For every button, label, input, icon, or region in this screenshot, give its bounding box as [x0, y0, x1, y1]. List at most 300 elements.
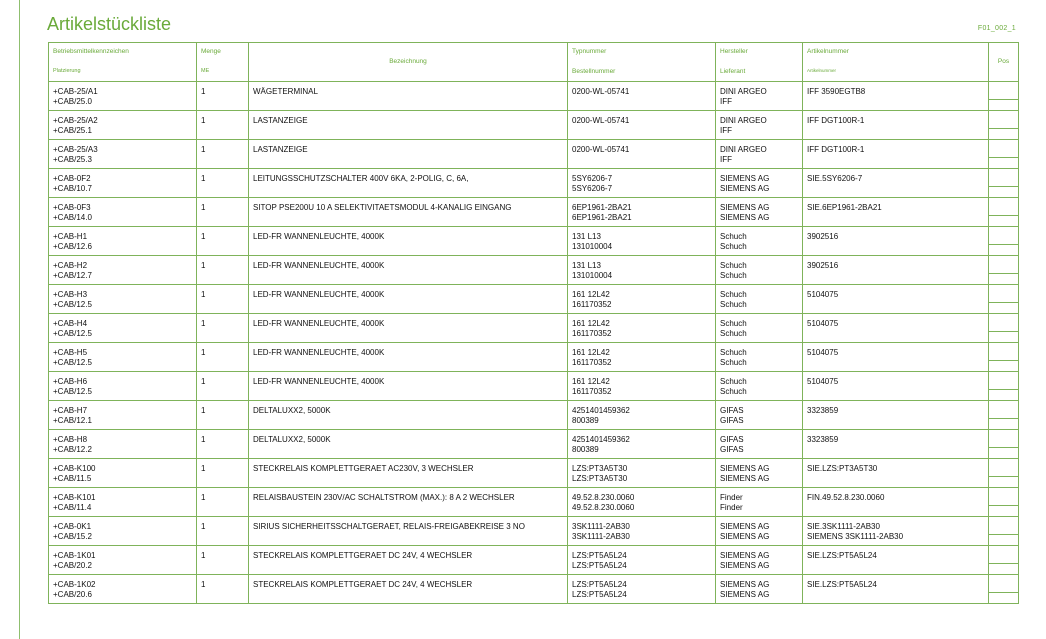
cell-line: 1: [201, 377, 206, 386]
cell-content: [716, 256, 802, 281]
pos-box: [989, 285, 1018, 303]
cell-line: +CAB-0K1: [53, 522, 92, 531]
table-row: [49, 198, 1019, 227]
cell-line: 4251401459362: [572, 435, 630, 444]
cell-content: [568, 140, 715, 165]
pos-box: [989, 372, 1018, 390]
cell-line: +CAB/12.5: [53, 300, 92, 309]
cell-hersteller: [716, 227, 803, 256]
cell-line: 5SY6206-7: [572, 184, 613, 193]
cell-line: [807, 416, 984, 426]
cell-content: [803, 285, 988, 310]
cell-content: [249, 227, 567, 242]
cell-content: [716, 285, 802, 310]
cell-line: 1: [201, 116, 206, 125]
cell-content: [197, 314, 248, 329]
cell-line: +CAB/11.4: [53, 503, 92, 512]
cell-bmk: [49, 314, 197, 343]
cell-line: +CAB-25/A1: [53, 87, 98, 96]
cell-line: SIEMENS AG: [720, 590, 770, 599]
cell-line: Schuch: [720, 290, 747, 299]
cell-line: 1: [201, 87, 206, 96]
cell-artikelnummer: [803, 372, 989, 401]
cell-content: [49, 372, 196, 397]
cell-line: +CAB/20.6: [53, 590, 92, 599]
cell-line: 131 L13: [572, 261, 601, 270]
cell-pos: [989, 227, 1019, 256]
cell-line: 1: [201, 551, 206, 560]
cell-line: [807, 213, 984, 223]
cell-hersteller: [716, 82, 803, 111]
cell-line: 1: [201, 319, 206, 328]
pos-box: [989, 169, 1018, 187]
cell-content: [803, 314, 988, 339]
cell-pos: [989, 517, 1019, 546]
cell-line: +CAB/12.5: [53, 358, 92, 367]
cell-line: +CAB/12.2: [53, 445, 92, 454]
cell-line: LED-FR WANNENLEUCHTE, 4000K: [253, 377, 385, 386]
cell-line: +CAB-0F2: [53, 174, 91, 183]
cell-content: [249, 372, 567, 387]
cell-line: 800389: [572, 416, 599, 425]
cell-typnummer: [568, 169, 716, 198]
cell-content: [49, 256, 196, 281]
table-row: [49, 256, 1019, 285]
cell-typnummer: [568, 517, 716, 546]
cell-content: [49, 430, 196, 455]
cell-menge: [197, 546, 249, 575]
cell-bmk: [49, 256, 197, 285]
pos-box: [989, 256, 1018, 274]
cell-line: +CAB-H8: [53, 435, 88, 444]
cell-content: [197, 82, 248, 97]
pos-box: [989, 111, 1018, 129]
cell-typnummer: [568, 82, 716, 111]
cell-pos: [989, 575, 1019, 604]
cell-line: DINI ARGEO: [720, 116, 767, 125]
cell-content: [249, 111, 567, 126]
cell-pos: [989, 372, 1019, 401]
cell-artikelnummer: [803, 430, 989, 459]
cell-line: [572, 155, 711, 165]
cell-content: [197, 401, 248, 416]
header-label: Artikelnummer: [807, 48, 849, 55]
cell-content: [249, 488, 567, 503]
cell-artikelnummer: [803, 227, 989, 256]
page-code: F01_002_1: [977, 25, 1016, 32]
pos-box: [989, 459, 1018, 477]
cell-line: 161 12L42: [572, 319, 610, 328]
cell-bmk: [49, 285, 197, 314]
cell-content: [716, 488, 802, 513]
cell-typnummer: [568, 256, 716, 285]
cell-artikelnummer: [803, 488, 989, 517]
cell-artikelnummer: [803, 111, 989, 140]
cell-content: [803, 575, 988, 600]
cell-line: +CAB/15.2: [53, 532, 92, 541]
cell-line: +CAB-0F3: [53, 203, 91, 212]
cell-content: [197, 575, 248, 590]
cell-bmk: [49, 372, 197, 401]
cell-content: [803, 372, 988, 397]
cell-content: [197, 546, 248, 561]
cell-content: [568, 401, 715, 426]
cell-content: [249, 198, 567, 213]
cell-line: SIE.3SK1111-2AB30: [807, 522, 880, 531]
cell-line: [807, 561, 984, 571]
cell-line: SIEMENS AG: [720, 184, 770, 193]
cell-line: +CAB/12.6: [53, 242, 92, 251]
cell-line: +CAB-1K02: [53, 580, 96, 589]
cell-content: [568, 459, 715, 484]
cell-line: Schuch: [720, 261, 747, 270]
cell-content: [716, 343, 802, 368]
header-sublabel: ME: [201, 68, 210, 74]
cell-pos: [989, 401, 1019, 430]
cell-content: [49, 111, 196, 136]
cell-line: 161170352: [572, 387, 612, 396]
cell-menge: [197, 140, 249, 169]
cell-content: [249, 517, 567, 532]
cell-line: 3902516: [807, 232, 839, 241]
cell-content: [803, 546, 988, 571]
cell-content: [568, 285, 715, 310]
table-row: [49, 488, 1019, 517]
cell-artikelnummer: [803, 401, 989, 430]
pos-box: [989, 198, 1018, 216]
cell-line: IFF DGT100R-1: [807, 145, 865, 154]
cell-menge: [197, 575, 249, 604]
cell-menge: [197, 198, 249, 227]
pos-box: [989, 227, 1018, 245]
cell-bezeichnung: [249, 343, 568, 372]
cell-content: [568, 546, 715, 571]
cell-content: [716, 198, 802, 223]
cell-line: [807, 242, 984, 252]
cell-bmk: [49, 546, 197, 575]
cell-hersteller: [716, 430, 803, 459]
cell-pos: [989, 82, 1019, 111]
cell-line: [807, 590, 984, 600]
cell-line: 6EP1961-2BA21: [572, 213, 632, 222]
cell-line: 1: [201, 435, 206, 444]
table-row: [49, 140, 1019, 169]
cell-line: +CAB-25/A2: [53, 116, 98, 125]
cell-line: IFF: [720, 126, 732, 135]
cell-line: +CAB/12.1: [53, 416, 92, 425]
cell-artikelnummer: [803, 314, 989, 343]
col-header-menge: [197, 43, 249, 82]
cell-line: STECKRELAIS KOMPLETTGERAET DC 24V, 4 WECHSLER: [253, 551, 473, 560]
cell-hersteller: [716, 314, 803, 343]
cell-line: SIEMENS AG: [720, 464, 770, 473]
cell-line: [807, 445, 984, 455]
cell-line: 1: [201, 522, 206, 531]
pos-box: [989, 517, 1018, 535]
cell-content: [249, 140, 567, 155]
cell-line: 5104075: [807, 348, 839, 357]
cell-content: [716, 517, 802, 542]
cell-line: GIFAS: [720, 406, 744, 415]
cell-content: [568, 343, 715, 368]
cell-bezeichnung: [249, 517, 568, 546]
cell-line: 1: [201, 348, 206, 357]
col-header-typnummer: [568, 43, 716, 82]
cell-line: SIE.LZS:PT3A5T30: [807, 464, 878, 473]
cell-content: [49, 488, 196, 513]
cell-content: [197, 198, 248, 213]
cell-pos: [989, 169, 1019, 198]
pos-box: [989, 401, 1018, 419]
cell-line: +CAB/25.1: [53, 126, 92, 135]
header-sublabel: Artikelnummer: [807, 68, 837, 73]
cell-content: [197, 169, 248, 184]
header-label: Hersteller: [720, 48, 748, 55]
cell-line: [572, 126, 711, 136]
cell-hersteller: [716, 111, 803, 140]
cell-content: [249, 575, 567, 590]
cell-line: 1: [201, 493, 206, 502]
cell-typnummer: [568, 430, 716, 459]
cell-artikelnummer: [803, 343, 989, 372]
cell-menge: [197, 111, 249, 140]
cell-content: [197, 488, 248, 503]
cell-content: [803, 517, 988, 542]
cell-bezeichnung: [249, 82, 568, 111]
cell-content: [197, 256, 248, 271]
cell-artikelnummer: [803, 169, 989, 198]
header-row: [49, 43, 1019, 82]
cell-content: [716, 169, 802, 194]
cell-content: [49, 459, 196, 484]
cell-line: SIEMENS AG: [720, 474, 770, 483]
cell-hersteller: [716, 169, 803, 198]
header-sublabel: Platzierung: [53, 68, 81, 74]
cell-bmk: [49, 111, 197, 140]
cell-content: [249, 82, 567, 97]
cell-typnummer: [568, 459, 716, 488]
cell-content: [197, 140, 248, 155]
cell-line: 1: [201, 406, 206, 415]
cell-bezeichnung: [249, 430, 568, 459]
cell-line: SIE.LZS:PT5A5L24: [807, 551, 877, 560]
cell-content: [716, 140, 802, 165]
cell-content: [249, 401, 567, 416]
cell-content: [249, 285, 567, 300]
cell-pos: [989, 459, 1019, 488]
cell-typnummer: [568, 343, 716, 372]
cell-content: [716, 401, 802, 426]
cell-line: GIFAS: [720, 445, 744, 454]
table-row: [49, 343, 1019, 372]
cell-line: 3323859: [807, 435, 839, 444]
cell-pos: [989, 198, 1019, 227]
cell-line: LZS:PT3A5T30: [572, 464, 628, 473]
cell-typnummer: [568, 372, 716, 401]
cell-bmk: [49, 459, 197, 488]
cell-bezeichnung: [249, 314, 568, 343]
table-row: [49, 401, 1019, 430]
cell-line: 800389: [572, 445, 599, 454]
cell-artikelnummer: [803, 82, 989, 111]
cell-line: 0200-WL-05741: [572, 87, 630, 96]
cell-artikelnummer: [803, 459, 989, 488]
cell-line: DELTALUXX2, 5000K: [253, 435, 331, 444]
cell-typnummer: [568, 314, 716, 343]
cell-line: GIFAS: [720, 435, 744, 444]
cell-typnummer: [568, 488, 716, 517]
cell-pos: [989, 343, 1019, 372]
cell-line: +CAB/25.3: [53, 155, 92, 164]
cell-line: +CAB/12.5: [53, 387, 92, 396]
cell-line: LED-FR WANNENLEUCHTE, 4000K: [253, 232, 385, 241]
cell-content: [49, 517, 196, 542]
cell-line: LZS:PT5A5L24: [572, 590, 627, 599]
cell-line: LEITUNGSSCHUTZSCHALTER 400V 6KA, 2-POLIG, C, 6A,: [253, 174, 469, 183]
cell-menge: [197, 430, 249, 459]
pos-box: [989, 488, 1018, 506]
table-row: [49, 517, 1019, 546]
cell-line: 1: [201, 203, 206, 212]
cell-line: STECKRELAIS KOMPLETTGERAET AC230V, 3 WECHSLER: [253, 464, 474, 473]
cell-line: 161170352: [572, 358, 612, 367]
cell-pos: [989, 285, 1019, 314]
cell-line: LASTANZEIGE: [253, 145, 308, 154]
cell-content: [568, 169, 715, 194]
cell-typnummer: [568, 227, 716, 256]
cell-bezeichnung: [249, 227, 568, 256]
cell-content: [568, 227, 715, 252]
cell-line: IFF DGT100R-1: [807, 116, 865, 125]
cell-menge: [197, 401, 249, 430]
cell-content: [803, 82, 988, 107]
cell-artikelnummer: [803, 517, 989, 546]
cell-bmk: [49, 401, 197, 430]
header-sublabel: Bestellnummer: [572, 68, 616, 75]
cell-hersteller: [716, 575, 803, 604]
cell-bezeichnung: [249, 546, 568, 575]
col-header-hersteller: [716, 43, 803, 82]
cell-bmk: [49, 82, 197, 111]
cell-line: +CAB/10.7: [53, 184, 92, 193]
cell-line: Schuch: [720, 271, 747, 280]
cell-line: SIEMENS AG: [720, 580, 770, 589]
cell-pos: [989, 111, 1019, 140]
cell-line: +CAB/25.0: [53, 97, 92, 106]
cell-line: 1: [201, 145, 206, 154]
cell-menge: [197, 314, 249, 343]
cell-hersteller: [716, 256, 803, 285]
cell-content: [568, 517, 715, 542]
margin-rule: [19, 0, 20, 639]
cell-line: LED-FR WANNENLEUCHTE, 4000K: [253, 261, 385, 270]
cell-content: [568, 256, 715, 281]
pos-box: [989, 343, 1018, 361]
cell-line: LZS:PT5A5L24: [572, 580, 627, 589]
cell-line: 1: [201, 261, 206, 270]
cell-line: RELAISBAUSTEIN 230V/AC SCHALTSTROM (MAX.): 8 A 2 WECHSLER: [253, 493, 515, 502]
cell-hersteller: [716, 372, 803, 401]
cell-bezeichnung: [249, 488, 568, 517]
cell-line: IFF: [720, 155, 732, 164]
cell-line: 3SK1111-2AB30: [572, 532, 630, 541]
pos-box: [989, 140, 1018, 158]
cell-line: +CAB-H1: [53, 232, 88, 241]
cell-line: +CAB-25/A3: [53, 145, 98, 154]
cell-hersteller: [716, 140, 803, 169]
cell-bmk: [49, 575, 197, 604]
table-row: [49, 546, 1019, 575]
table-row: [49, 459, 1019, 488]
cell-menge: [197, 343, 249, 372]
cell-line: LED-FR WANNENLEUCHTE, 4000K: [253, 290, 385, 299]
cell-line: [807, 97, 984, 107]
cell-line: 131 L13: [572, 232, 601, 241]
cell-bmk: [49, 343, 197, 372]
cell-line: [572, 97, 711, 107]
cell-line: IFF: [720, 97, 732, 106]
cell-content: [803, 256, 988, 281]
cell-content: [249, 314, 567, 329]
table-row: [49, 111, 1019, 140]
cell-menge: [197, 488, 249, 517]
cell-content: [49, 343, 196, 368]
cell-line: DELTALUXX2, 5000K: [253, 406, 331, 415]
cell-menge: [197, 372, 249, 401]
cell-line: Schuch: [720, 300, 747, 309]
cell-line: +CAB-H4: [53, 319, 88, 328]
cell-typnummer: [568, 285, 716, 314]
cell-typnummer: [568, 111, 716, 140]
cell-content: [249, 256, 567, 271]
table-row: [49, 285, 1019, 314]
cell-line: SITOP PSE200U 10 A SELEKTIVITAETSMODUL 4-KANALIG EINGANG: [253, 203, 512, 212]
page-title: Artikelstückliste: [47, 14, 172, 34]
cell-content: [716, 82, 802, 107]
cell-line: +CAB/12.5: [53, 329, 92, 338]
cell-artikelnummer: [803, 140, 989, 169]
cell-content: [197, 430, 248, 445]
header-label: Typnummer: [572, 48, 607, 55]
cell-bezeichnung: [249, 575, 568, 604]
cell-line: 1: [201, 232, 206, 241]
cell-pos: [989, 256, 1019, 285]
cell-content: [249, 430, 567, 445]
cell-content: [568, 372, 715, 397]
cell-bmk: [49, 488, 197, 517]
cell-line: IFF 3590EGTB8: [807, 87, 866, 96]
cell-content: [197, 517, 248, 532]
cell-line: [807, 155, 984, 165]
col-header-pos: [989, 43, 1019, 82]
cell-line: 4251401459362: [572, 406, 630, 415]
cell-content: [249, 546, 567, 561]
pos-box: [989, 82, 1018, 100]
cell-line: Schuch: [720, 329, 747, 338]
cell-line: SIEMENS AG: [720, 561, 770, 570]
cell-content: [568, 111, 715, 136]
cell-content: [716, 430, 802, 455]
cell-content: [716, 575, 802, 600]
cell-hersteller: [716, 459, 803, 488]
cell-line: 161170352: [572, 300, 612, 309]
cell-bezeichnung: [249, 111, 568, 140]
cell-line: 49.52.8.230.0060: [572, 493, 635, 502]
cell-line: Finder: [720, 493, 743, 502]
header-label: Menge: [201, 48, 221, 55]
cell-line: +CAB-H3: [53, 290, 88, 299]
header-label: Betriebsmittelkennzeichen: [53, 48, 129, 55]
